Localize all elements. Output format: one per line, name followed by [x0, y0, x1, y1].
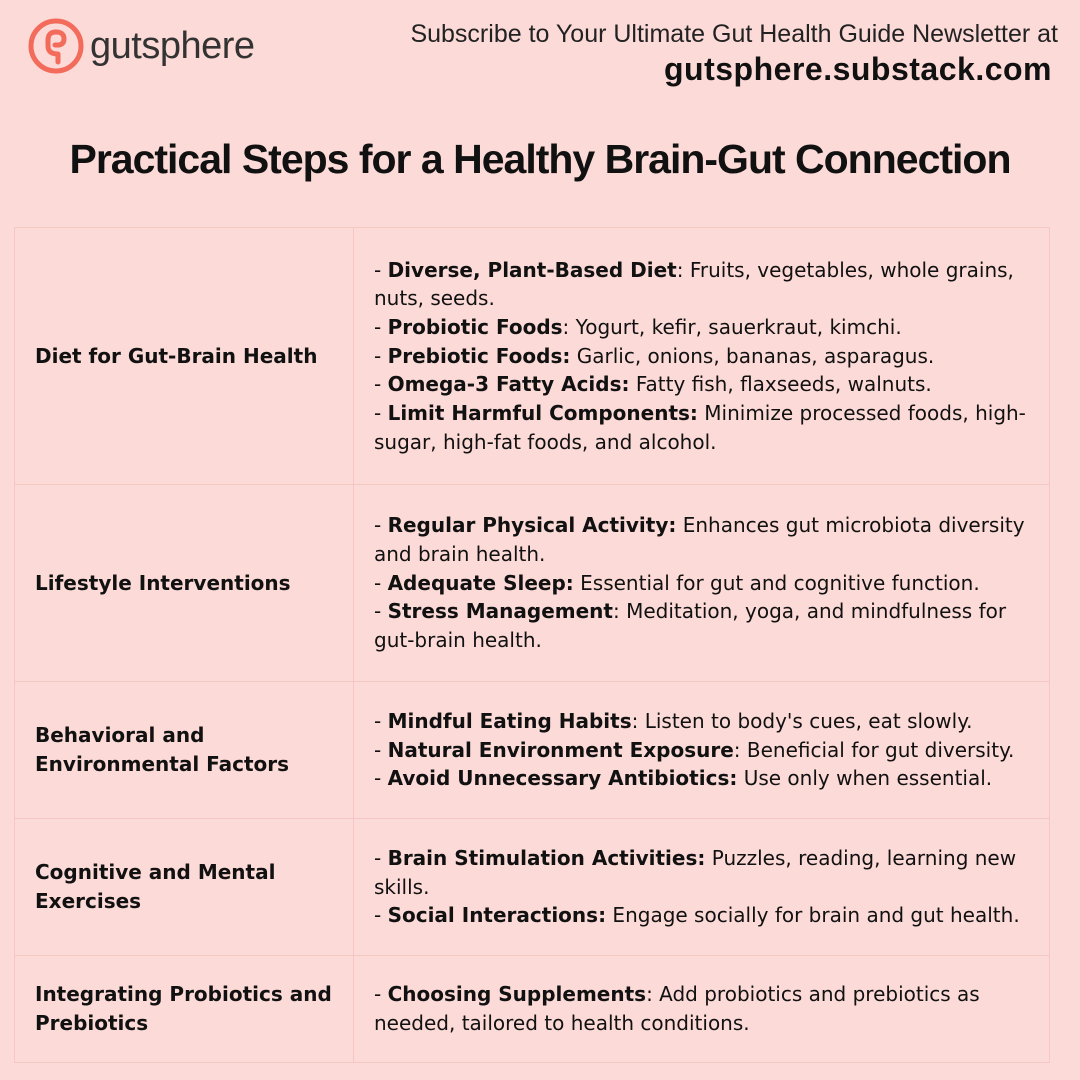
steps-table	[14, 227, 1050, 1063]
item-description: : Fruits, vegetables, whole grains, nuts, seeds.	[374, 257, 1014, 311]
list-item	[374, 370, 1031, 399]
item-description: Fatty fish, flaxseeds, walnuts.	[629, 372, 932, 397]
category-items	[354, 485, 1050, 682]
category-label: Integrating Probiotics and Prebiotics	[15, 956, 354, 1063]
item-bullet: -	[374, 766, 388, 791]
list-item	[374, 597, 1031, 654]
item-description: Essential for gut and cognitive function.	[573, 570, 980, 595]
page-title: Practical Steps for a Healthy Brain-Gut Connection	[69, 136, 1011, 182]
item-bullet: -	[374, 513, 388, 538]
list-item	[374, 256, 1031, 313]
item-bullet: -	[374, 343, 388, 368]
item-description: : Beneficial for gut diversity.	[733, 737, 1015, 762]
item-bullet: -	[374, 737, 388, 762]
item-title: Diverse, Plant-Based Diet	[387, 257, 677, 282]
table-row	[15, 485, 1050, 682]
subscribe-text: Subscribe to Your Ultimate Gut Health Guide Newsletter at	[410, 20, 1058, 48]
item-title: Adequate Sleep:	[387, 570, 574, 595]
item-bullet: -	[374, 845, 388, 870]
item-bullet: -	[374, 314, 388, 339]
list-item	[374, 707, 1031, 736]
item-description: : Listen to body's cues, eat slowly.	[631, 708, 973, 733]
item-bullet: -	[374, 372, 388, 397]
list-item	[374, 980, 1031, 1037]
category-items	[354, 682, 1050, 819]
item-title: Avoid Unnecessary Antibiotics:	[387, 766, 738, 791]
list-item	[374, 901, 1031, 930]
item-bullet: -	[374, 257, 388, 282]
item-title: Prebiotic Foods:	[387, 343, 571, 368]
table-row	[15, 819, 1050, 956]
list-item	[374, 399, 1031, 456]
item-description: : Meditation, yoga, and mindfulness for gut-brain health.	[374, 599, 1007, 653]
subscribe-banner	[410, 20, 1058, 88]
item-title: Omega-3 Fatty Acids:	[387, 372, 630, 397]
table-row	[15, 682, 1050, 819]
list-item	[374, 569, 1031, 598]
item-title: Natural Environment Exposure	[387, 737, 734, 762]
brand-name: gutsphere	[90, 24, 255, 67]
table-row	[15, 228, 1050, 485]
item-title: Choosing Supplements	[387, 982, 647, 1007]
list-item	[374, 511, 1031, 568]
item-title: Regular Physical Activity:	[387, 513, 677, 538]
category-label: Cognitive and Mental Exercises	[15, 819, 354, 956]
item-bullet: -	[374, 570, 388, 595]
item-bullet: -	[374, 982, 388, 1007]
category-label: Lifestyle Interventions	[15, 485, 354, 682]
item-description: Use only when essential.	[737, 766, 993, 791]
list-item	[374, 313, 1031, 342]
item-description: Puzzles, reading, learning new skills.	[374, 845, 1017, 899]
list-item	[374, 736, 1031, 765]
list-item	[374, 342, 1031, 371]
item-description: Engage socially for brain and gut health.	[606, 903, 1020, 928]
brand-logo	[28, 18, 255, 74]
item-bullet: -	[374, 708, 388, 733]
item-title: Mindful Eating Habits	[387, 708, 632, 733]
item-title: Limit Harmful Components:	[387, 401, 698, 426]
list-item	[374, 844, 1031, 901]
category-items	[354, 956, 1050, 1063]
item-description: : Yogurt, kefir, sauerkraut, kimchi.	[562, 314, 902, 339]
item-title: Social Interactions:	[387, 903, 607, 928]
item-title: Probiotic Foods	[387, 314, 563, 339]
item-description: Garlic, onions, bananas, asparagus.	[570, 343, 935, 368]
item-title: Stress Management	[387, 599, 613, 624]
list-item	[374, 764, 1031, 793]
category-items	[354, 228, 1050, 485]
item-bullet: -	[374, 401, 388, 426]
item-description: Minimize processed foods, high-sugar, high-fat foods, and alcohol.	[374, 401, 1026, 454]
item-description: Enhances gut microbiota diversity and brain health.	[374, 513, 1025, 566]
table-row	[15, 956, 1050, 1063]
item-bullet: -	[374, 599, 388, 624]
category-label: Behavioral and Environmental Factors	[15, 682, 354, 819]
item-bullet: -	[374, 903, 388, 928]
gut-icon	[28, 18, 84, 74]
category-items	[354, 819, 1050, 956]
item-description: : Add probiotics and prebiotics as needed, tailored to health conditions.	[374, 982, 980, 1035]
newsletter-link[interactable]: gutsphere.substack.com	[664, 51, 1052, 87]
item-title: Brain Stimulation Activities:	[387, 845, 706, 870]
category-label: Diet for Gut-Brain Health	[15, 228, 354, 485]
